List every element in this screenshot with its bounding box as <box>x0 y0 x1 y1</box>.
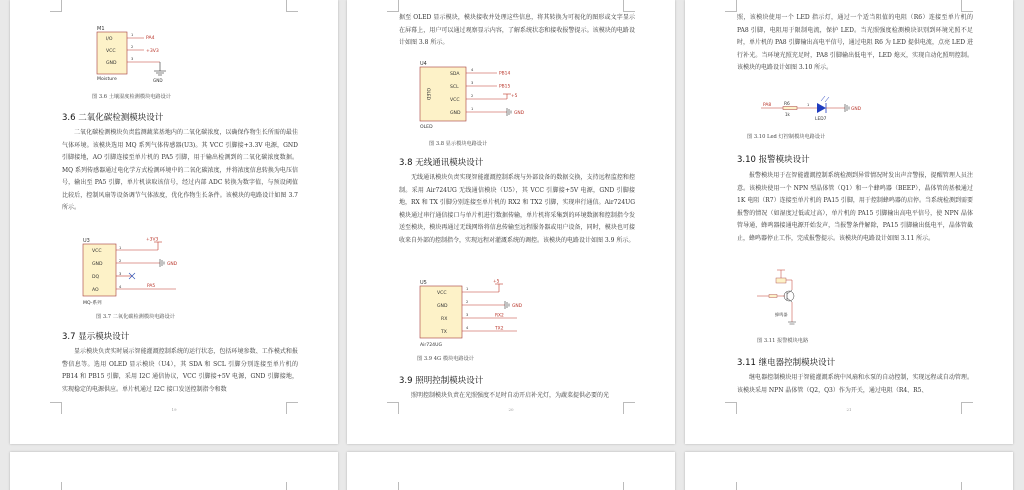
document-page-20 <box>347 0 675 444</box>
pin-label: VCC <box>106 49 116 54</box>
paragraph: 据至 OLED 显示模块，模块接收并处理这些信息，将其转换为可视化的图形或文字显示在屏幕上，用户可以通过观察显示内容，了解系统状态和接收报警提示。该模块的电路设计如图 3.8 所示。 <box>399 14 635 46</box>
paragraph: 二氧化碳检测模块负责监测蔬菜基地内的二氧化碳浓度，以确保作物生长所需的最佳气体环境。该模块选用 MQ 系列气体传感器(U3)。其 VCC 引脚接+3.3V 电源，GND 引脚接地，AO 引脚连接至单片机的 PA5 引脚，用于输出检测到的二氧化碳浓度数据。MQ 系列传感器通过电化学方式检测环境中的二氧化碳浓度，并将浓度信息转换为电压信号，输出至 PA5 引脚，单片机读取该信号，经过内部 ADC 转换为数字值，与预设阈值比较后，控制风扇等设备调节气体浓度，优化作物生长条件。该模块的电路设计如图 3.7 所示。 <box>62 129 298 211</box>
side-label: OLED <box>425 88 430 101</box>
pin-label: AO <box>92 288 99 293</box>
buzzer-body <box>776 278 786 283</box>
crop-mark <box>725 0 737 12</box>
moisture-sensor-schematic <box>80 22 190 84</box>
net-label: +5 <box>511 94 518 99</box>
net-label: +5 <box>493 279 500 285</box>
page-number: 21 <box>846 407 852 412</box>
pin-label: TX <box>441 330 447 335</box>
4g-module-schematic <box>417 278 547 348</box>
pin-number: 4 <box>119 285 122 289</box>
pin-number: 4 <box>471 68 474 72</box>
component-ref: U3 <box>83 238 90 244</box>
crop-mark <box>623 0 635 12</box>
net-label: PA8 <box>763 103 772 108</box>
crop-mark <box>725 482 737 490</box>
net-label: RX2 <box>495 313 504 319</box>
pin-number: 3 <box>471 81 474 85</box>
resistor-value: 1k <box>785 112 790 117</box>
pin-label: RX <box>441 317 448 322</box>
figure-caption: 图 3.8 显示模块电路设计 <box>429 141 488 147</box>
net-label: GND <box>512 304 523 309</box>
crop-mark <box>50 482 62 490</box>
pin-number: 1 <box>466 287 469 291</box>
pin-number: 2 <box>471 94 474 98</box>
resistor-body <box>783 107 797 110</box>
figure-caption: 图 3.11 报警模块电路 <box>757 338 809 344</box>
section-heading: 3.10 报警模块设计 <box>737 155 810 165</box>
alarm-schematic <box>755 266 875 332</box>
net-label: GND <box>514 111 525 116</box>
figure-caption: 图 3.7 二氧化碳检测模块电路设计 <box>96 314 175 320</box>
section-heading: 3.11 继电器控制模块设计 <box>737 358 836 368</box>
net-label: PA4 <box>146 36 155 41</box>
led-symbol <box>817 103 826 113</box>
pin-number: 3 <box>131 57 134 61</box>
pin-number: 3 <box>466 313 469 317</box>
pin-label: VCC <box>450 98 460 103</box>
crop-mark <box>50 0 62 12</box>
page-number: 20 <box>508 407 514 412</box>
pin-label: VCC <box>92 249 102 254</box>
led-ref: LED7 <box>815 117 827 122</box>
resistor-ref: R6 <box>784 102 790 107</box>
component-name: MQ-系列 <box>83 301 102 306</box>
led-control-schematic <box>755 86 885 126</box>
crop-mark <box>286 482 298 490</box>
paragraph: 报警模块用于在智能灌溉控制系统检测到异常情况时发出声音警报，提醒管理人员注意。该模块使用一个 NPN 型晶体管（Q1）和一个蜂鸣器（BEEP），晶体管的基极通过 1K 电阻（R7）连接至单片机的 PA15 引脚，用于控制蜂鸣器的启停。当系统检测到需要报警的情况（如湿度过低或过高），单片机的 PA15 引脚输出高电平信号，使 NPN 晶体管导通，蜂鸣器接通电源开始发声，当报警条件解除，PA15 引脚输出低电平，晶体管截止，蜂鸣器停止工作，完成报警提示。该模块的电路设计如图 3.11 所示。 <box>737 172 973 242</box>
co2-sensor-schematic <box>80 236 190 306</box>
component-name: Air724UG <box>420 343 442 348</box>
pin-number: 1 <box>471 107 474 111</box>
net-label: +3V3 <box>146 49 159 54</box>
crop-mark <box>387 0 399 12</box>
net-label: PA5 <box>147 284 156 289</box>
document-page-partial <box>685 452 1013 490</box>
pin-number: 1 <box>119 246 122 250</box>
paragraph: 显示模块负责实时展示智能灌溉控制系统的运行状态，包括环境参数、工作模式和报警信息等。选用 OLED 显示模块（U4），其 SDA 和 SCL 引脚分别连接至单片机的 PB14 和 PB15 引脚，采用 I2C 通信协议，VCC 引脚接+5V 电源，GND 引脚接地，实现稳定的电源供应。单片机通过 I2C 接口发送控制指令和数 <box>62 348 298 393</box>
pin-label: I/O <box>106 37 113 42</box>
paragraph: 无线通讯模块负责实现智能灌溉控制系统与外部设备的数据交换，支持远程监控和控制。采用 Air724UG 无线通信模块（U5），其 VCC 引脚接+5V 电源，GND 引脚接地，RX 和 TX 引脚分别连接至单片机的 RX2 和 TX2 引脚，实现串行通信。Air724UG 模块通过串行通信接口与单片机进行数据传输，单片机将采集到的环境数据和控制指令发送至模块，模块再通过无线网络将信息传输至远程服务器或用户设备，同时，模块也可接收来自外部的控制指令，实现远程对灌溉系统的调控。该模块的电路设计如图 3.9 所示。 <box>399 174 635 244</box>
section-heading: 3.7 显示模块设计 <box>62 332 130 342</box>
net-label: TX2 <box>495 326 504 332</box>
resistor-body <box>769 295 777 298</box>
document-page-partial <box>347 452 675 490</box>
pin-label: GND <box>106 61 117 66</box>
component-name: Moisture <box>97 77 117 82</box>
crop-mark <box>623 482 635 490</box>
oled-display-schematic <box>417 58 547 130</box>
ground-label: GND <box>153 78 163 83</box>
section-heading: 3.8 无线通讯模块设计 <box>399 158 484 168</box>
pin-label: SDA <box>450 72 460 77</box>
paragraph: 照明控制模块负责在光照强度不足时自动开启补光灯，为蔬菜提供必要的光 <box>411 392 610 399</box>
paragraph: 继电器控制模块用于智能灌溉系统中风扇和水泵的自动控制，实现远程或自动管理。该模块采用 NPN 晶体管（Q2，Q3）作为开关，通过电阻（R4、R5、 <box>737 374 973 394</box>
pin-label: SCL <box>450 85 459 90</box>
section-heading: 3.6 二氧化碳检测模块设计 <box>62 113 164 123</box>
pin-label: GND <box>92 262 103 267</box>
document-page-21 <box>685 0 1013 444</box>
paragraph: 照，该模块使用一个 LED 指示灯，通过一个适当阻值的电阻（R6）连接至单片机的 PA8 引脚，电阻用于限制电流，保护 LED。当光照强度检测模块识别到环境光照不足时，单片机的 PA8 引脚输出高电平信号，通过电阻 R6 为 LED 提供电流，点亮 LED 进行补光。当环境光照充足时，PA8 引脚输出低电平，LED 熄灭，实现自动化照明控制。该模块的电路设计如图 3.10 所示。 <box>737 14 973 71</box>
pin-number: 2 <box>466 300 469 304</box>
pin-label: DQ <box>92 275 100 280</box>
pin-number: 2 <box>131 45 134 49</box>
component-ref: U5 <box>420 280 427 286</box>
pin-label: GND <box>437 304 448 309</box>
net-label: PB14 <box>499 71 511 77</box>
net-label: +3V3 <box>146 237 159 243</box>
pin-number: 1 <box>131 33 134 37</box>
crop-mark <box>387 482 399 490</box>
document-page-19 <box>10 0 338 444</box>
document-page-partial <box>10 452 338 490</box>
component-ref: U4 <box>420 61 427 67</box>
pin-label: GND <box>450 111 461 116</box>
buzzer-label: 蜂鸣器 <box>775 312 788 317</box>
figure-caption: 图 3.6 土壤湿度检测模块电路设计 <box>92 94 171 100</box>
crop-mark <box>286 0 298 12</box>
section-heading: 3.9 照明控制模块设计 <box>399 376 484 386</box>
pin-number: 3 <box>119 272 122 276</box>
pin-number: 2 <box>119 259 122 263</box>
pin-number: 4 <box>466 326 469 330</box>
pin-number: 1 <box>807 103 810 107</box>
pin-label: VCC <box>437 291 447 296</box>
component-ref: M1 <box>97 26 105 32</box>
figure-caption: 图 3.9 4G 模块电路设计 <box>417 356 474 362</box>
net-label: PB15 <box>499 84 511 90</box>
figure-caption: 图 3.10 Led 灯控制模块电路设计 <box>747 134 826 140</box>
ground-label: GND <box>851 107 862 112</box>
page-number: 19 <box>171 407 177 412</box>
component-name: OLED <box>420 125 433 130</box>
crop-mark <box>961 482 973 490</box>
net-label: GND <box>167 262 178 267</box>
crop-mark <box>961 0 973 12</box>
